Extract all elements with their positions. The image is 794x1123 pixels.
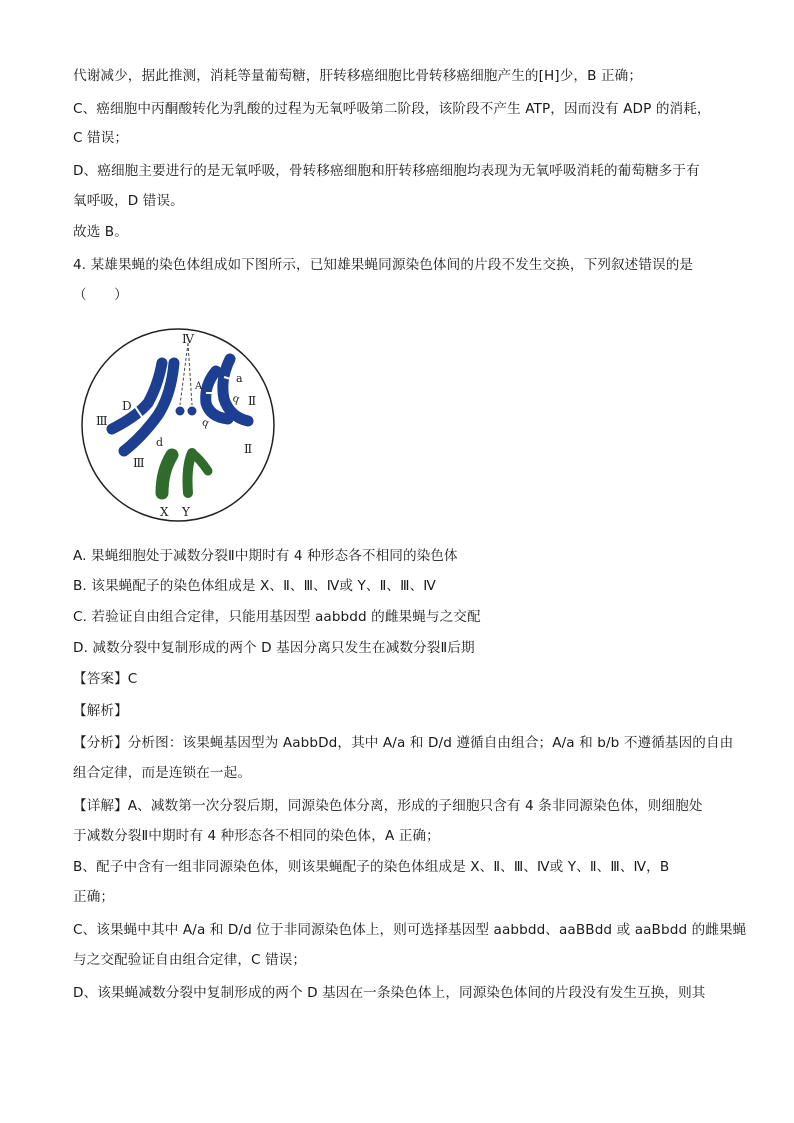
label-iii-bottom: Ⅲ xyxy=(133,456,145,470)
chromosome-iv xyxy=(188,407,197,416)
chromosome-y xyxy=(188,453,193,493)
text-line: 代谢减少，据此推测，消耗等量葡萄糖，肝转移癌细胞比骨转移癌细胞产生的[H]少，B 正确； xyxy=(73,68,643,84)
text-line: B、配子中含有一组非同源染色体，则该果蝇配子的染色体组成是 X、Ⅱ、Ⅲ、Ⅳ或 Y、Ⅱ、Ⅲ、Ⅳ，B xyxy=(73,859,670,875)
text-line: 氧呼吸，D 错误。 xyxy=(73,193,184,209)
option-d: D. 减数分裂中复制形成的两个 D 基因分离只发生在减数分裂Ⅱ后期 xyxy=(73,640,475,656)
text-line: C、该果蝇中其中 A/a 和 D/d 位于非同源染色体上，则可选择基因型 aabbdd、aaBBdd 或 aaBbdd 的雌果蝇 xyxy=(73,922,747,938)
option-c: C. 若验证自由组合定律，只能用基因型 aabbdd 的雌果蝇与之交配 xyxy=(73,609,481,625)
text-line: C、癌细胞中丙酮酸转化为乳酸的过程为无氧呼吸第二阶段，该阶段不产生 ATP，因而没有 ADP 的消耗， xyxy=(73,101,711,117)
option-a: A. 果蝇细胞处于减数分裂Ⅱ中期时有 4 种形态各不相同的染色体 xyxy=(73,548,458,564)
label-gene-b-top: b xyxy=(231,392,241,406)
answer-heading: 【答案】C xyxy=(73,671,138,687)
label-ii-top: Ⅱ xyxy=(248,394,257,408)
chromosome-iv xyxy=(176,407,185,416)
text-line: 正确； xyxy=(73,889,115,905)
text-line: 组合定律，而是连锁在一起。 xyxy=(73,765,252,781)
analysis-heading: 【解析】 xyxy=(73,703,128,719)
question-bracket: （ ） xyxy=(73,287,128,303)
label-iv: Ⅳ xyxy=(182,332,194,346)
label-gene-d-upper: D xyxy=(122,399,132,413)
label-gene-a-upper: A xyxy=(195,381,203,392)
text-line: D、该果蝇减数分裂中复制形成的两个 D 基因在一条染色体上，同源染色体间的片段没有发生互换，则其 xyxy=(73,985,706,1001)
text-line: 【分析】分析图：该果蝇基因型为 AabbDd，其中 A/a 和 D/d 遵循自由组合；A/a 和 b/b 不遵循基因的自由 xyxy=(73,735,734,751)
label-gene-b-bottom: b xyxy=(200,416,211,430)
label-ii-bottom: Ⅱ xyxy=(244,442,253,456)
text-line: 故选 B。 xyxy=(73,224,128,240)
text-line: C 错误； xyxy=(73,130,129,146)
text-line: D、癌细胞主要进行的是无氧呼吸，骨转移癌细胞和肝转移癌细胞均表现为无氧呼吸消耗的葡萄糖多于有 xyxy=(73,163,700,179)
option-b: B. 该果蝇配子的染色体组成是 X、Ⅱ、Ⅲ、Ⅳ或 Y、Ⅱ、Ⅲ、Ⅳ xyxy=(73,578,436,594)
label-iii-left: Ⅲ xyxy=(96,414,108,428)
question-stem: 4. 某雄果蝇的染色体组成如下图所示，已知雄果蝇同源染色体间的片段不发生交换，下列叙述错误的是 xyxy=(73,257,694,273)
text-line: 于减数分裂Ⅱ中期时有 4 种形态各不相同的染色体，A 正确； xyxy=(73,828,440,844)
text-line: 【详解】A、减数第一次分裂后期，同源染色体分离，形成的子细胞只含有 4 条非同源染色体，则细胞处 xyxy=(73,798,703,814)
label-gene-a-lower: a xyxy=(236,372,243,385)
label-x: X xyxy=(160,505,169,519)
chromosome-figure xyxy=(78,325,278,525)
label-gene-d-lower: d xyxy=(156,436,164,449)
label-y: Y xyxy=(182,505,190,519)
text-line: 与之交配验证自由组合定律，C 错误； xyxy=(73,952,307,968)
